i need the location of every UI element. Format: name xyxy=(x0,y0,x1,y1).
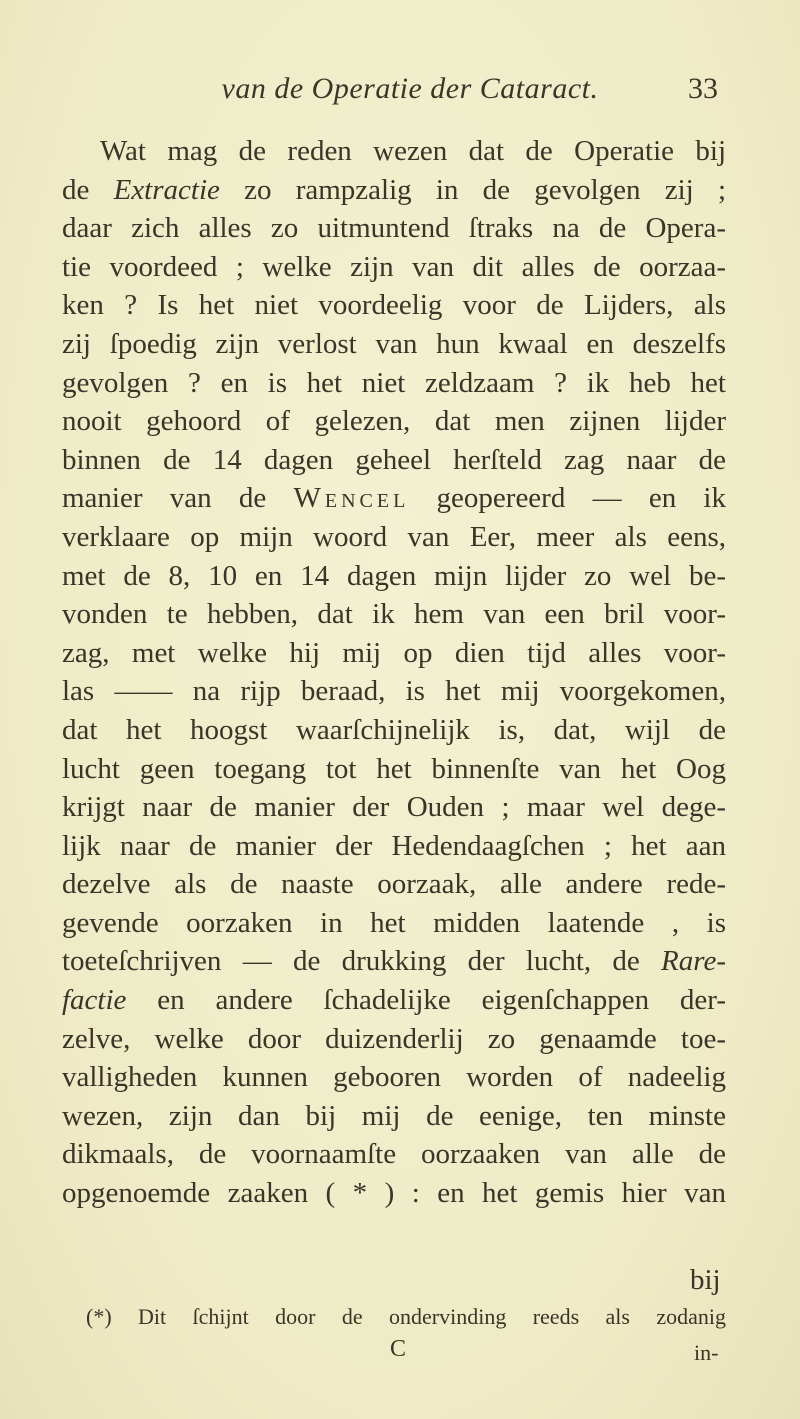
italic-text: Rare- xyxy=(661,945,726,978)
text-segment: nooit gehoord of gelezen, dat men zijnen lijder xyxy=(62,405,726,438)
text-line xyxy=(62,942,726,981)
text-line xyxy=(62,132,726,171)
text-line xyxy=(62,711,726,750)
text-line xyxy=(62,402,726,441)
text-segment: las —— na rijp beraad, is het mij voorgekomen, xyxy=(62,675,726,708)
text-line xyxy=(62,171,726,210)
text-line xyxy=(62,1135,726,1174)
text-line xyxy=(62,595,726,634)
text-segment: binnen de 14 dagen geheel herſteld zag naar de xyxy=(62,443,726,476)
running-title: van de Operatie der Cataract. xyxy=(221,72,599,105)
text-line xyxy=(62,672,726,711)
page-number: 33 xyxy=(688,72,718,105)
text-segment: zij ſpoedig zijn verlost van hun kwaal en deszelfs xyxy=(62,327,726,360)
footnote: (*) Dit ſchijnt door de ondervinding reeds als zodanig xyxy=(86,1304,726,1329)
text-segment: opgenoemde zaaken ( * ) : en het gemis hier van xyxy=(62,1177,726,1210)
signature-mark: C xyxy=(390,1336,407,1362)
text-segment: daar zich alles zo uitmuntend ſtraks na de Opera- xyxy=(62,212,726,245)
text-segment: en andere ſchadelijke eigenſchappen der- xyxy=(126,984,726,1017)
body-text xyxy=(62,132,726,1213)
text-segment: lucht geen toegang tot het binnenſte van het Oog xyxy=(62,752,726,785)
text-segment: zelve, welke door duizenderlij zo genaamde toe- xyxy=(62,1022,726,1055)
text-line xyxy=(62,441,726,480)
text-line xyxy=(62,827,726,866)
text-segment: zo rampzalig in de gevolgen zij ; xyxy=(219,173,726,206)
text-line xyxy=(62,557,726,596)
text-line xyxy=(62,209,726,248)
text-line xyxy=(62,1058,726,1097)
text-line xyxy=(62,634,726,673)
text-segment: gevolgen ? en is het niet zeldzaam ? ik heb het xyxy=(62,366,726,399)
catchword: in- xyxy=(694,1340,719,1365)
italic-text: factie xyxy=(62,984,127,1017)
text-line xyxy=(62,1174,726,1213)
small-caps-name: Wencel xyxy=(293,482,410,515)
text-segment: valligheden kunnen gebooren worden of nadeelig xyxy=(62,1061,726,1094)
text-segment: geopereerd — en ik xyxy=(409,482,726,515)
text-line xyxy=(62,248,726,287)
text-segment: manier van de xyxy=(62,482,294,515)
text-segment: vonden te hebben, dat ik hem van een bril voor- xyxy=(62,598,726,631)
text-line xyxy=(62,788,726,827)
text-line xyxy=(62,981,726,1020)
text-segment: verklaare op mijn woord van Eer, meer als eens, xyxy=(62,520,726,553)
text-segment: ken ? Is het niet voordeelig voor de Lijders, als xyxy=(62,289,726,322)
text-line xyxy=(62,479,726,518)
text-segment: gevende oorzaken in het midden laatende , is xyxy=(62,906,726,939)
text-segment: tie voordeed ; welke zijn van dit alles de oorzaa- xyxy=(62,250,726,283)
text-segment: zag, met welke hij mij op dien tijd alles voor- xyxy=(62,636,726,669)
italic-text: Extractie xyxy=(113,173,220,206)
text-segment: Wat mag de reden wezen dat de Operatie bij xyxy=(100,135,726,167)
text-line xyxy=(62,1097,726,1136)
text-line xyxy=(62,364,726,403)
text-line xyxy=(62,750,726,789)
text-segment: dat het hoogst waarſchijnelijk is, dat, wijl de xyxy=(62,713,726,746)
text-line xyxy=(62,904,726,943)
text-segment: dikmaals, de voornaamſte oorzaaken van alle de xyxy=(62,1138,726,1171)
text-line xyxy=(62,286,726,325)
text-line xyxy=(62,865,726,904)
text-segment: toeteſchrijven — de drukking der lucht, de xyxy=(62,945,662,978)
catchword-line: bij xyxy=(690,1264,721,1296)
text-line xyxy=(62,1020,726,1059)
text-segment: met de 8, 10 en 14 dagen mijn lijder zo wel be- xyxy=(62,559,726,592)
text-line xyxy=(62,518,726,557)
text-segment: krijgt naar de manier der Ouden ; maar wel dege- xyxy=(62,791,726,824)
text-segment: dezelve als de naaste oorzaak, alle andere rede- xyxy=(62,868,726,901)
text-segment: wezen, zijn dan bij mij de eenige, ten minste xyxy=(62,1099,726,1132)
text-segment: lijk naar de manier der Hedendaagſchen ; het aan xyxy=(62,829,726,862)
text-segment: de xyxy=(62,173,114,206)
text-line xyxy=(62,325,726,364)
